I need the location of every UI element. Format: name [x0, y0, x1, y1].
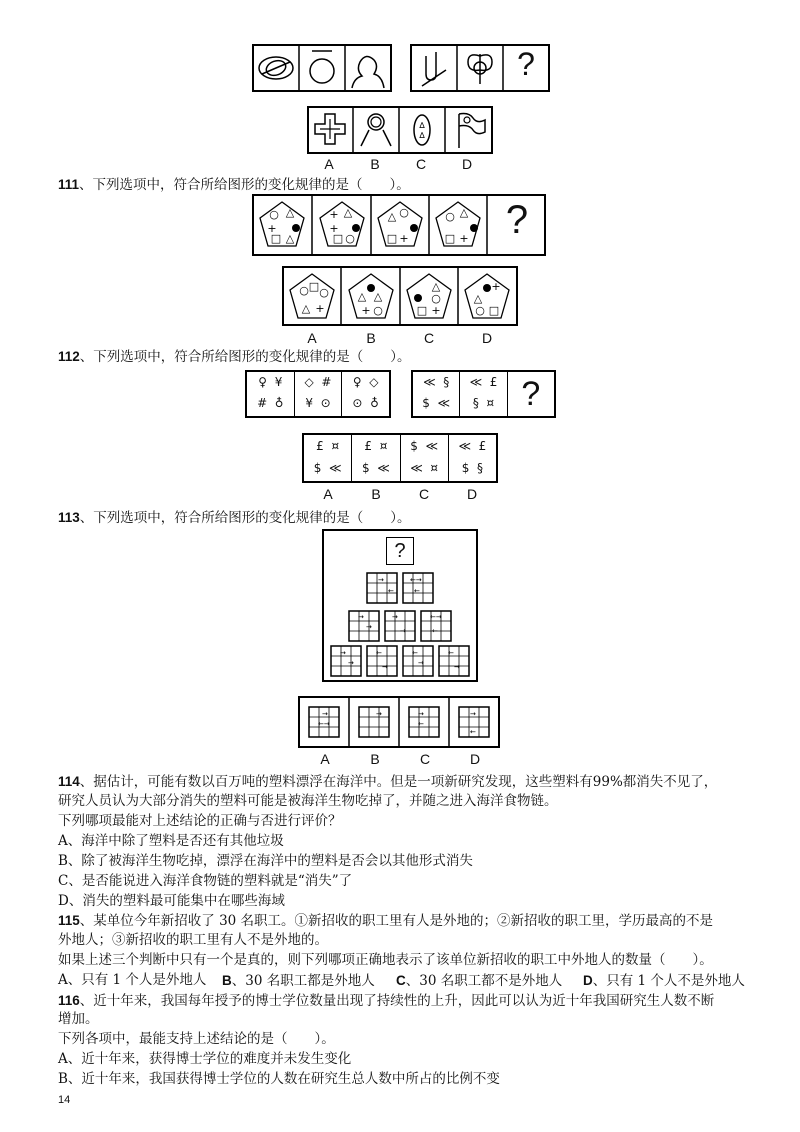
q112-opt-sym: ≪ [425, 439, 439, 453]
q115-line-2: 外地人；③新招收的职工里有人不是外地的。 [58, 932, 328, 948]
q113-option-label-b: B [370, 751, 380, 767]
q110-options-figures [307, 106, 493, 154]
svg-text:□: □ [488, 304, 500, 317]
q116-number: 116 [58, 993, 80, 1008]
svg-text:□: □ [308, 280, 320, 293]
svg-text:→: → [392, 613, 398, 621]
q112-sym: ¥ [274, 375, 283, 389]
svg-text:△: △ [387, 210, 397, 223]
q115-option-b: B、30 名职工都是外地人 [222, 973, 375, 989]
q112-text: 、下列选项中，符合所给图形的变化规律的是（ ）。 [79, 349, 411, 365]
q112-sym: ◇ [369, 375, 379, 389]
q114-option-b: B、除了被海洋生物吃掉，漂浮在海洋中的塑料是否会以其他形式消失 [58, 853, 473, 869]
svg-text:←: ← [414, 587, 420, 595]
q113-number: 113 [58, 510, 80, 525]
q112-sym: ¤ [486, 396, 495, 410]
svg-text:○: ○ [475, 304, 485, 317]
q112-sym: ¥ [305, 396, 313, 410]
svg-text:←: ← [470, 728, 476, 736]
q112-option-label-d: D [466, 486, 478, 502]
q112-sym: ⊙ [352, 396, 363, 410]
q112-sym: ♀ [258, 375, 268, 389]
q111-text: 、下列选项中，符合所给图形的变化规律的是（ ）。 [79, 177, 410, 193]
q112-opt-sym: ¤ [430, 461, 439, 475]
q112-opt-sym: § [477, 461, 484, 475]
svg-text:→: → [376, 710, 382, 718]
q114-line-1 [58, 773, 717, 791]
svg-text:+: + [315, 302, 325, 315]
svg-text:→: → [418, 710, 424, 718]
svg-text:→: → [454, 663, 460, 671]
svg-text:←→: ←→ [410, 576, 422, 584]
svg-text:○: ○ [399, 206, 409, 219]
q111-option-label-b: B [366, 330, 376, 346]
q115-option-a: A、只有 1 个人是外地人 [58, 972, 207, 988]
q114-option-d: D、消失的塑料最可能集中在哪些海域 [58, 893, 285, 909]
q110-option-label-c: C [415, 156, 427, 172]
q113-option-label-d: D [469, 751, 481, 767]
svg-text:→: → [322, 710, 328, 718]
q115-option-d: D、只有 1 个人不是外地人 [583, 973, 745, 989]
q110-option-label-b: B [370, 156, 380, 172]
svg-text:○: ○ [319, 286, 329, 299]
svg-text:→: → [470, 710, 476, 718]
q113-option-label-a: A [320, 751, 330, 767]
svg-text:→: → [348, 659, 354, 667]
svg-text:+: + [329, 222, 339, 235]
svg-text:∆: ∆ [419, 121, 425, 130]
svg-text:△: △ [459, 206, 469, 219]
q110-question-mark: ? [517, 46, 535, 82]
q112-sym: £ [489, 375, 498, 389]
q112-opt-sym: $ [410, 439, 418, 453]
q110-option-label-a: A [324, 156, 334, 172]
q112-question [58, 348, 411, 366]
svg-text:△: △ [301, 302, 311, 315]
q114-option-a: A、海洋中除了塑料是否还有其他垃圾 [58, 833, 284, 849]
q112-opt-sym: ¤ [379, 439, 388, 453]
q112-sym: ≪ [423, 375, 436, 389]
svg-text:○: ○ [345, 232, 355, 245]
q111-option-label-a: A [307, 330, 317, 346]
q112-opt-sym: ≪ [328, 461, 342, 475]
q116-option-b: B、近十年来，我国获得博士学位的人数在研究生总人数中所占的比例不变 [58, 1071, 500, 1087]
svg-text:→: → [378, 576, 384, 584]
q112-sym: § [472, 396, 479, 410]
svg-text:→: → [358, 613, 364, 621]
svg-text:←: ← [418, 720, 424, 728]
svg-text:←: ← [412, 649, 418, 657]
svg-text:□: □ [444, 232, 456, 245]
svg-text:□: □ [416, 304, 428, 317]
svg-text:+: + [267, 222, 277, 235]
svg-text:→: → [382, 663, 388, 671]
svg-text:+: + [399, 232, 409, 245]
svg-text:□: □ [332, 232, 344, 245]
svg-text:←: ← [376, 649, 382, 657]
q113-text: 、下列选项中，符合所给图形的变化规律的是（ ）。 [79, 510, 411, 526]
q115-line-1 [58, 912, 713, 930]
q116-line-2: 增加。 [58, 1011, 99, 1027]
q112-sym: ♀ [352, 375, 362, 389]
q113-pyramid-grids [322, 529, 478, 682]
q113-question [58, 509, 411, 527]
q111-option-label-c: C [423, 330, 435, 346]
q112-sym: ◇ [304, 375, 314, 389]
q111-option-label-d: D [481, 330, 493, 346]
svg-text:□: □ [386, 232, 398, 245]
q116-line-3: 下列各项中，最能支持上述结论的是（ ）。 [58, 1031, 335, 1047]
q112-option-label-a: A [323, 486, 333, 502]
q112-opt-sym: ¤ [331, 439, 340, 453]
q115-option-c: C、30 名职工都不是外地人 [396, 973, 563, 989]
q114-text: 、据估计，可能有数以百万吨的塑料漂浮在海洋中。但是一项新研究发现，这些塑料有99%都消失不见了， [79, 774, 718, 790]
svg-text:△: △ [285, 206, 295, 219]
svg-text:←→: ←→ [430, 613, 442, 621]
q113-options-figures [298, 696, 500, 748]
q112-number: 112 [58, 349, 80, 364]
q112-sym: ≪ [437, 396, 451, 410]
svg-text:□: □ [270, 232, 282, 245]
q112-opt-sym: ≪ [410, 461, 423, 475]
q113-question-box: ? [386, 537, 414, 565]
svg-text:→: → [340, 649, 346, 657]
svg-text:△: △ [431, 280, 441, 293]
q111-question [58, 176, 410, 194]
q114-number: 114 [58, 774, 80, 789]
svg-text:△: △ [285, 232, 295, 245]
q112-sym: ♁ [370, 396, 379, 410]
q116-line-1 [58, 992, 714, 1010]
q113-option-label-c: C [419, 751, 431, 767]
svg-text:+: + [329, 208, 339, 221]
q112-question-mark: ? [521, 375, 541, 413]
q112-opt-sym: $ [361, 461, 370, 475]
svg-text:○: ○ [431, 292, 441, 305]
q114-line-3: 下列哪项最能对上述结论的正确与否进行评价？ [58, 813, 342, 829]
svg-text:←: ← [432, 627, 438, 635]
svg-text:+: + [491, 280, 501, 293]
q115-text: 、某单位今年新招收了 30 名职工。①新招收的职工里有人是外地的；②新招收的职工里，学历最高的不是 [79, 913, 714, 929]
svg-text:→: → [418, 659, 424, 667]
svg-text:→: → [366, 623, 372, 631]
svg-text:△: △ [357, 290, 367, 303]
svg-text:→: → [400, 627, 406, 635]
q112-options-box [302, 433, 498, 483]
q116-option-a: A、近十年来，获得博士学位的难度并未发生变化 [58, 1051, 352, 1067]
q112-opt-sym: $ [461, 461, 470, 475]
q112-opt-sym: £ [316, 439, 324, 453]
svg-text:∆: ∆ [419, 131, 425, 140]
svg-text:○: ○ [373, 304, 383, 317]
svg-text:○: ○ [269, 208, 279, 221]
q112-opt-sym: ≪ [458, 439, 472, 453]
svg-text:△: △ [343, 206, 353, 219]
svg-text:△: △ [373, 290, 383, 303]
q115-line-3: 如果上述三个判断中只有一个是真的，则下列哪项正确地表示了该单位新招收的职工中外地人的数量（ ）。 [58, 952, 713, 968]
svg-text:+: + [431, 304, 441, 317]
q116-text: 、近十年来，我国每年授予的博士学位数量出现了持续性的上升，因此可以认为近十年我国研究生人数不断 [79, 993, 715, 1009]
svg-text:←: ← [448, 649, 454, 657]
q112-sym: # [321, 375, 332, 389]
q114-option-c: C、是否能说进入海洋食物链的塑料就是“消失”了 [58, 873, 353, 889]
page-number: 14 [58, 1094, 71, 1106]
svg-text:○: ○ [445, 210, 455, 223]
q111-question-mark: ? [505, 198, 529, 242]
q112-option-label-c: C [418, 486, 430, 502]
svg-text:←→: ←→ [318, 720, 330, 728]
svg-text:+: + [361, 304, 371, 317]
q112-sym: ♁ [274, 396, 284, 410]
q112-stem-left-box [245, 370, 391, 418]
q111-options-figures [282, 266, 518, 326]
q112-opt-sym: £ [364, 439, 373, 453]
q112-opt-sym: ≪ [377, 461, 390, 475]
q112-sym: ⊙ [320, 396, 331, 410]
q112-sym: § [443, 375, 450, 389]
q112-opt-sym: $ [313, 461, 322, 475]
q112-stem-right-box [411, 370, 556, 418]
svg-text:+: + [459, 232, 469, 245]
q110-option-label-d: D [461, 156, 473, 172]
svg-text:←: ← [388, 587, 394, 595]
q112-sym: $ [422, 396, 430, 410]
q112-sym: # [257, 396, 268, 410]
svg-text:△: △ [473, 292, 483, 305]
q112-option-label-b: B [371, 486, 381, 502]
q115-number: 115 [58, 913, 80, 928]
q112-opt-sym: £ [478, 439, 487, 453]
q112-sym: ≪ [469, 375, 483, 389]
q114-line-2: 研究人员认为大部分消失的塑料可能是被海洋生物吃掉了，并随之进入海洋食物链。 [58, 793, 558, 809]
q111-number: 111 [58, 177, 80, 192]
svg-text:○: ○ [299, 284, 309, 297]
q110-stem-figures-left [252, 44, 392, 92]
